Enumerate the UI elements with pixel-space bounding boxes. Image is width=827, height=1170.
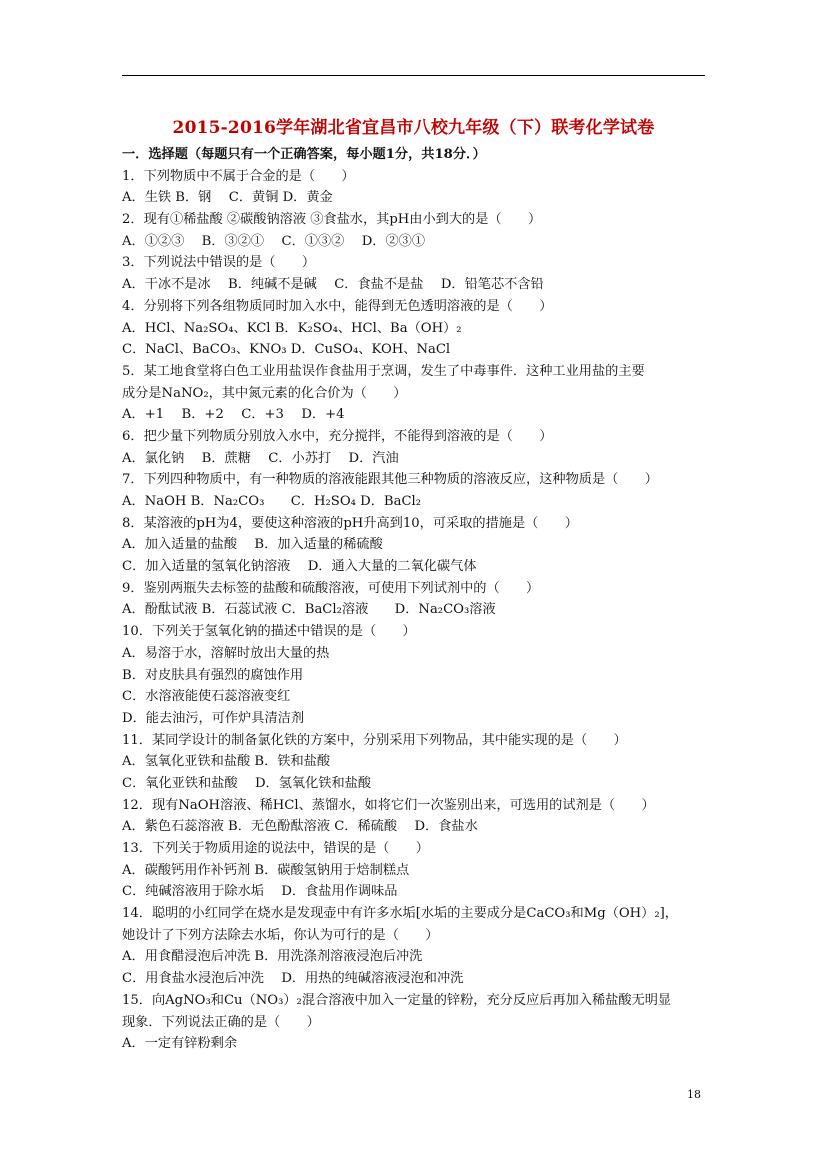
text-line: A．酚酞试液 B．石蕊试液 C．BaCl₂溶液 D．Na₂CO₃溶液 xyxy=(122,602,496,618)
text-line: A．碳酸钙用作补钙剂 B．碳酸氢钠用于焙制糕点 xyxy=(122,862,410,878)
text-line: 8．某溶液的pH为4，要使这种溶液的pH升高到10，可采取的措施是（ ） xyxy=(122,515,578,531)
text-line: 9．鉴别两瓶失去标签的盐酸和硫酸溶液，可使用下列试剂中的（ ） xyxy=(122,580,540,596)
text-line: A．用食醋浸泡后冲洗 B．用洗涤剂溶液浸泡后冲洗 xyxy=(122,949,423,965)
text-line: C．用食盐水浸泡后冲洗 D．用热的纯碱溶液浸泡和冲洗 xyxy=(122,971,464,987)
text-line: 成分是NaNO₂，其中氮元素的化合价为（ ） xyxy=(122,385,407,401)
text-line: A．NaOH B．Na₂CO₃ C．H₂SO₄ D．BaCl₂ xyxy=(122,494,422,509)
text-line: A．易溶于水，溶解时放出大量的热 xyxy=(122,645,330,661)
text-line: A．HCl、Na₂SO₄、KCl B．K₂SO₄、HCl、Ba（OH）₂ xyxy=(122,320,462,336)
text-line: 12．现有NaOH溶液、稀HCl、蒸馏水，如将它们一次鉴别出来，可选用的试剂是（ ） xyxy=(122,797,655,813)
text-line: A．+1 B．+2 C．+3 D．+4 xyxy=(122,407,345,423)
text-line: A．干冰不是冰 B．纯碱不是碱 C．食盐不是盐 D．铅笔芯不含铅 xyxy=(122,277,544,293)
text-line: 1．下列物质中不属于合金的是（ ） xyxy=(122,168,355,184)
text-line: 6．把少量下列物质分别放入水中，充分搅拌，不能得到溶液的是（ ） xyxy=(122,428,553,444)
text-line: 15．向AgNO₃和Cu（NO₃）₂混合溶液中加入一定量的锌粉，充分反应后再加入稀盐酸无明显 xyxy=(122,992,672,1008)
page-number: 18 xyxy=(687,1088,701,1101)
text-line: A．氯化钠 B．蔗糖 C．小苏打 D．汽油 xyxy=(122,450,399,466)
text-line: 2．现有①稀盐酸 ②碳酸钠溶液 ③食盐水，其pH由小到大的是（ ） xyxy=(122,212,542,228)
text-line: 10．下列关于氢氧化钠的描述中错误的是（ ） xyxy=(122,624,416,640)
text-line: 13．下列关于物质用途的说法中，错误的是（ ） xyxy=(122,841,429,856)
question-lines xyxy=(122,166,706,1055)
text-line: C．氧化亚铁和盐酸 D．氢氧化铁和盐酸 xyxy=(122,775,372,791)
text-line: 7．下列四种物质中，有一种物质的溶液能跟其他三种物质的溶液反应，这种物质是（ ） xyxy=(122,472,658,488)
page-title: 2015-2016学年湖北省宜昌市八校九年级（下）联考化学试卷 xyxy=(172,118,655,138)
text-line: A．紫色石蕊溶液 B．无色酚酞溶液 C．稀硫酸 D．食盐水 xyxy=(122,819,478,835)
text-line: A．加入适量的盐酸 B．加入适量的稀硫酸 xyxy=(122,537,383,553)
text-line: B．对皮肤具有强烈的腐蚀作用 xyxy=(122,667,304,683)
text-line: 她设计了下列方法除去水垢，你认为可行的是（ ） xyxy=(122,927,439,943)
text-line: C．水溶液能使石蕊溶液变红 xyxy=(122,689,291,705)
text-line: 现象．下列说法正确的是（ ） xyxy=(122,1014,320,1030)
text-line: A．一定有锌粉剩余 xyxy=(122,1036,238,1052)
text-line: 5．某工地食堂将白色工业用盐误作食盐用于烹调，发生了中毒事件．这种工业用盐的主要 xyxy=(122,363,645,379)
text-line: A．①②③ B．③②① C．①③② D．②③① xyxy=(122,233,426,249)
text-line: C．纯碱溶液用于除水垢 D．食盐用作调味品 xyxy=(122,884,398,900)
text-line: 3．下列说法中错误的是（ ） xyxy=(122,255,316,271)
text-line: D．能去油污，可作炉具清洁剂 xyxy=(122,710,305,726)
section-heading: 一．选择题（每题只有一个正确答案，每小题1分，共18分．） xyxy=(122,147,486,162)
text-line: 11．某同学设计的制备氯化铁的方案中，分别采用下列物品，其中能实现的是（ ） xyxy=(122,732,627,748)
text-line: 4．分别将下列各组物质同时加入水中，能得到无色透明溶液的是（ ） xyxy=(122,298,553,314)
text-line: C．加入适量的氢氧化钠溶液 D．通入大量的二氧化碳气体 xyxy=(122,559,477,575)
header-rule xyxy=(122,75,705,76)
text-line: 14．聪明的小红同学在烧水是发现壶中有许多水垢[水垢的主要成分是CaCO₃和Mg（OH）₂]， xyxy=(122,906,678,922)
text-line: C．NaCl、BaCO₃、KNO₃ D．CuSO₄、KOH、NaCl xyxy=(122,342,451,358)
text-line: A．氢氧化亚铁和盐酸 B．铁和盐酸 xyxy=(122,754,331,770)
text-line: A．生铁 B．钢 C．黄铜 D．黄金 xyxy=(122,190,333,206)
question-body xyxy=(122,144,706,1055)
